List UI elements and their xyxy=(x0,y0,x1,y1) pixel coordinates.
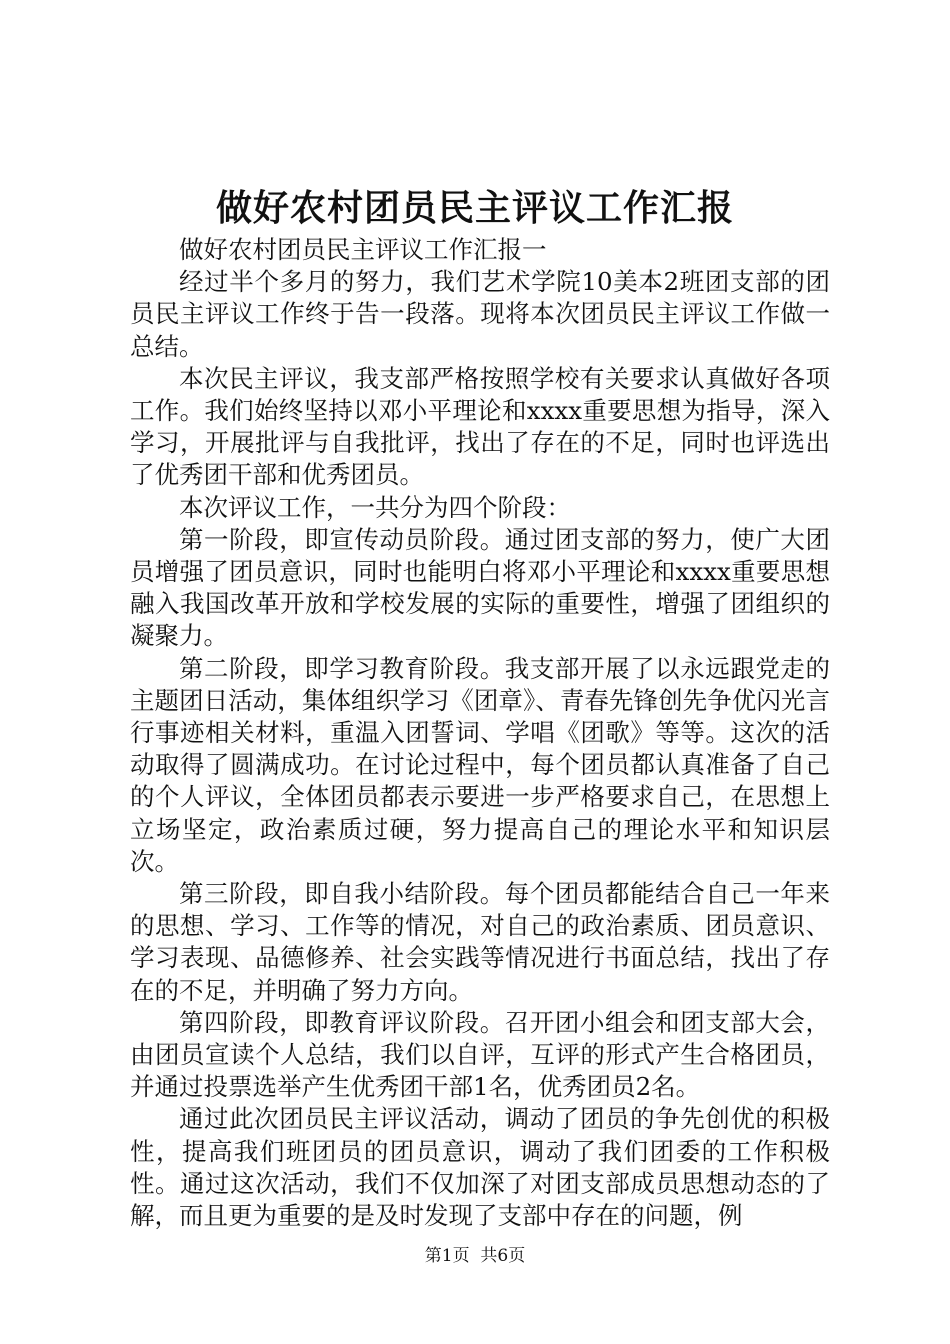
document-body xyxy=(130,234,830,1232)
paragraph-subtitle: 做好农村团员民主评议工作汇报一 xyxy=(179,235,547,264)
paragraph: 通过此次团员民主评议活动，调动了团员的争先创优的积极性，提高我们班团员的团员意识，调动了我们团委的工作积极性。通过这次活动，我们不仅加深了对团支部成员思想动态的了解，而且更为重要的是及时发现了支部中存在的问题，例 xyxy=(130,1104,830,1231)
paragraph: 经过半个多月的努力，我们艺术学院10美本2班团支部的团员民主评议工作终于告一段落。现将本次团员民主评议工作做一总结。 xyxy=(130,267,830,361)
paragraph: 本次民主评议，我支部严格按照学校有关要求认真做好各项工作。我们始终坚持以邓小平理论和xxxx重要思想为指导，深入学习，开展批评与自我批评，找出了存在的不足，同时也评选出了优秀团干部和优秀团员。 xyxy=(130,363,830,490)
paragraph: 第一阶段，即宣传动员阶段。通过团支部的努力，使广大团员增强了团员意识，同时也能明白将邓小平理论和xxxx重要思想融入我国改革开放和学校发展的实际的重要性，增强了团组织的凝聚力。 xyxy=(130,524,830,651)
paragraph: 第二阶段，即学习教育阶段。我支部开展了以永远跟党走的主题团日活动，集体组织学习《团章》、青春先锋创先争优闪光言行事迹相关材料，重温入团誓词、学唱《团歌》等等。这次的活动取得了圆满成功。在讨论过程中，每个团员都认真准备了自己的个人评议，全体团员都表示要进一步严格要求自己，在思想上立场坚定，政治素质过硬，努力提高自己的理论水平和知识层次。 xyxy=(130,653,830,876)
document-title: 做好农村团员民主评议工作汇报 xyxy=(215,187,734,229)
paragraph: 本次评议工作，一共分为四个阶段： xyxy=(179,492,571,522)
page-number-footer: 第1页 共6页 xyxy=(424,1246,526,1266)
paragraph: 第四阶段，即教育评议阶段。召开团小组会和团支部大会，由团员宣读个人总结，我们以自评，互评的形式产生合格团员，并通过投票选举产生优秀团干部1名，优秀团员2名。 xyxy=(130,1007,830,1102)
paragraph: 第三阶段，即自我小结阶段。每个团员都能结合自己一年来的思想、学习、工作等的情况，对自己的政治素质、团员意识、学习表现、品德修养、社会实践等情况进行书面总结，找出了存在的不足，并明确了努力方向。 xyxy=(130,879,830,1005)
